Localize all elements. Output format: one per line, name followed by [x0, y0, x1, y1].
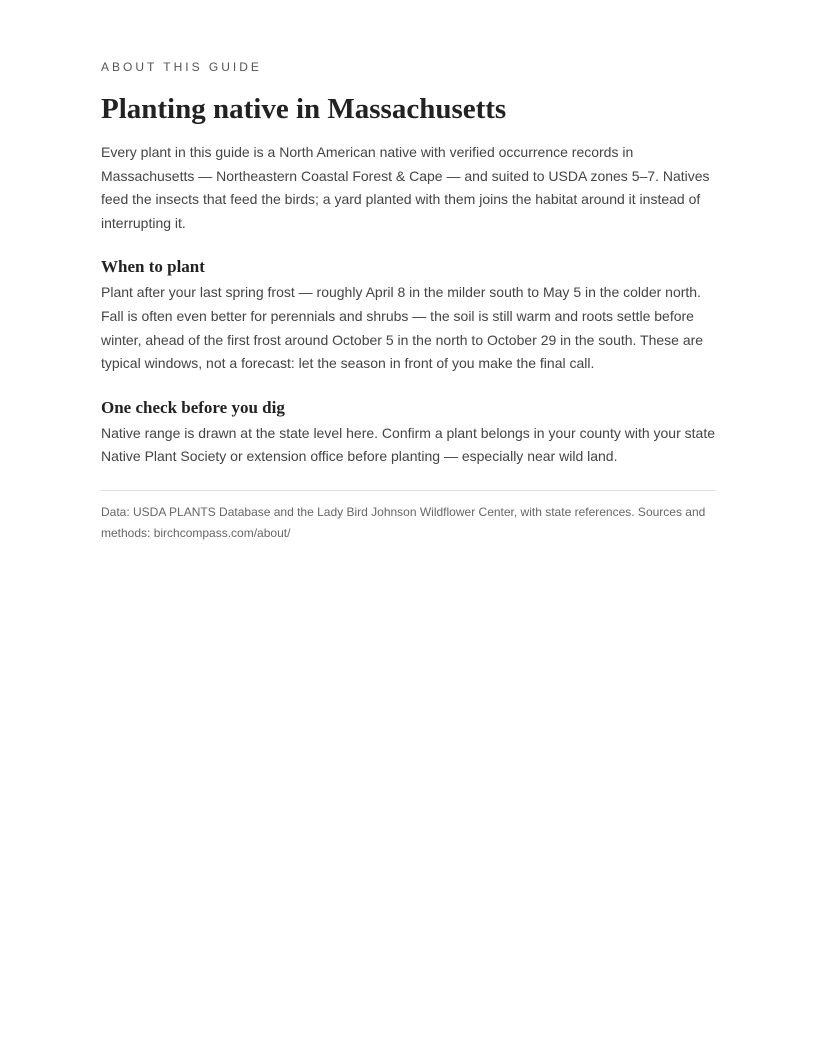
about-guide-page — [101, 58, 715, 544]
page-title: Planting native in Massachusetts — [101, 93, 507, 125]
sources-footnote: Data: USDA PLANTS Database and the Lady Bird Johnson Wildflower Center, with state references. Sources and methods: birchcompass.com/about/ — [101, 504, 706, 540]
footer-divider — [101, 490, 715, 491]
section-body-when-to-plant: Plant after your last spring frost — roughly April 8 in the milder south to May 5 in the colder north. Fall is often even better for perennials and shrubs — the soil is still warm and roots settle before winter, ahead of the first frost around October 5 in the north to October 29 in the south. These are typical windows, not a forecast: let the season in front of you make the final call. — [101, 284, 704, 372]
section-body-check-before-dig: Native range is drawn at the state level here. Confirm a plant belongs in your county with your state Native Plant Society or extension office before planting — especially near wild land. — [101, 424, 715, 465]
section-title-when-to-plant: When to plant — [101, 257, 205, 277]
intro-paragraph: Every plant in this guide is a North American native with verified occurrence records in Massachusetts — Northeastern Coastal Forest & Cape — and suited to USDA zones 5–7. Natives feed the insects that feed the birds; a yard planted with them joins the habitat around it instead of interrupting it. — [101, 144, 710, 231]
section-title-check-before-dig: One check before you dig — [101, 397, 285, 417]
eyebrow-label: ABOUT THIS GUIDE — [101, 60, 262, 74]
